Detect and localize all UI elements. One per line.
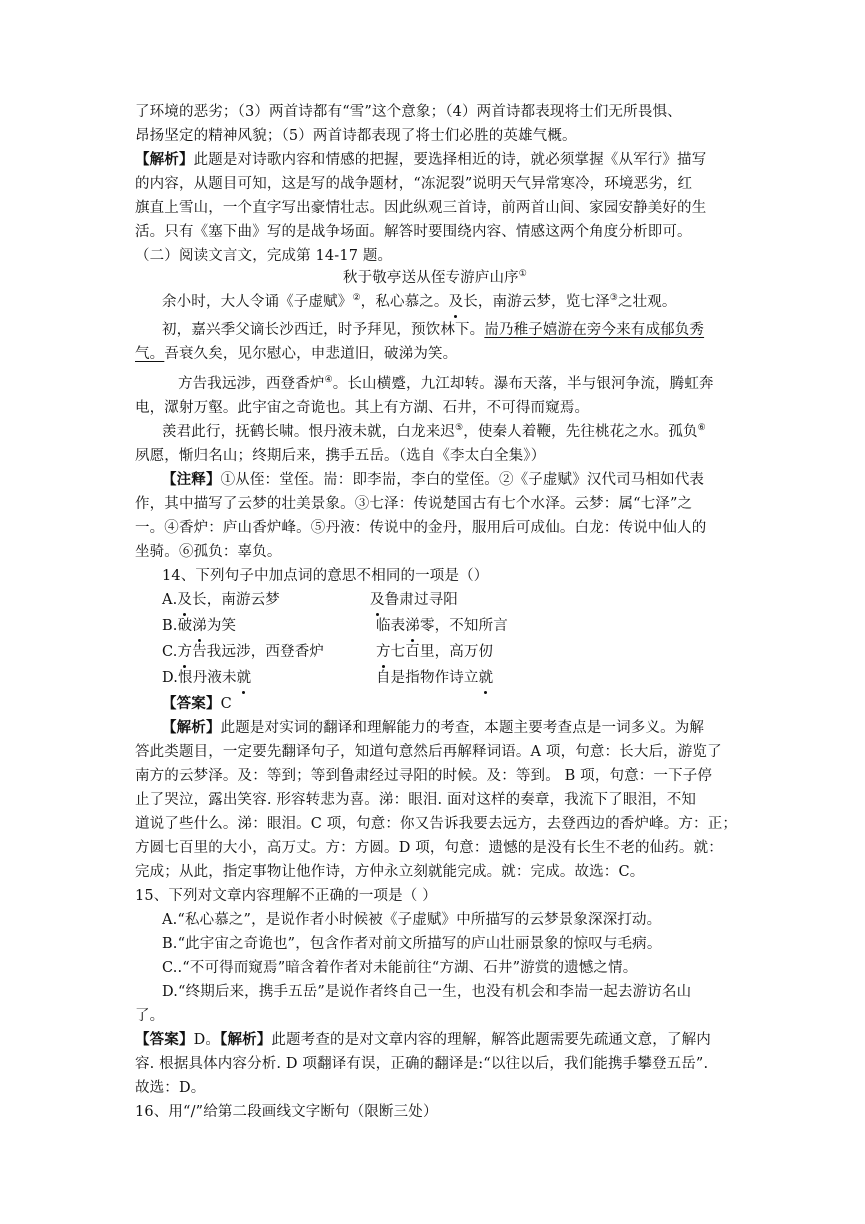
dotted-word: 就	[479, 666, 494, 690]
text-line: 了环境的恶劣；（3）两首诗都有“雪”这个意象；（4）两首诗都表现将士们无所畏惧、	[135, 104, 682, 120]
text-span: 。长山横蹙，九江却转。瀑布天落，半与银河争流，腾虹奔	[332, 376, 714, 392]
dotted-word: 及	[449, 290, 464, 314]
essay-paragraph-4	[162, 420, 762, 444]
option-a-compare	[370, 588, 670, 612]
dotted-word: 涕	[192, 614, 207, 638]
analysis-line	[135, 148, 735, 172]
answer-tag: 【答案】	[162, 695, 221, 712]
option-c-compare	[376, 640, 676, 664]
text-span: ①从侄：堂侄。耑：即李耑，李白的堂侄。②《子虚赋》汉代司马相如代表	[220, 472, 705, 488]
notes-line: 作，其中描写了云梦的壮美景象。③七泽：传说楚国古有七个水泽。云梦：属“七泽”之	[135, 496, 693, 512]
option-15b: B.“此宇宙之奇诡也”，包含作者对前文所描写的庐山壮丽景象的惊叹与毛病。	[162, 936, 662, 952]
essay-title	[135, 266, 735, 290]
text-span: 初，嘉兴季父谪长沙西迁，时予拜见，预饮林下。	[162, 322, 485, 338]
essay-paragraph-2-cont	[135, 342, 735, 366]
text-span: 方告我远涉，西登香炉	[178, 376, 325, 392]
text-line: 方圆七百里的大小，高万丈。方：方圆。D 项，句意：遗憾的是没有长生不老的仙药。就：	[135, 840, 723, 856]
dotted-word: 及	[177, 588, 192, 612]
text-span: ，使秦人着鞭，先往桃花之水。孤负	[463, 424, 698, 440]
underlined-text: 气。	[135, 346, 165, 362]
analysis-tag: 【解析】	[220, 1031, 272, 1048]
underlined-text: 耑乃稚子嬉游在旁今来有成郁负秀	[484, 322, 705, 338]
question-14: 14、下列句子中加点词的意思不相同的一项是（）	[162, 568, 489, 584]
text-span: C	[220, 696, 232, 712]
footnote-mark: ②	[352, 293, 361, 303]
footnote-mark: ④	[324, 375, 333, 385]
text-line: 昂扬坚定的精神风貌；（5）两首诗都表现了将士们必胜的英雄气概。	[135, 128, 577, 144]
footnote-mark: ①	[518, 269, 528, 279]
essay-paragraph-3	[178, 372, 778, 396]
footnote-mark: ⑤	[455, 423, 464, 433]
footnote-mark: ⑥	[697, 423, 706, 433]
text-span: 告我远涉，西登香炉	[192, 644, 325, 660]
notes-line: 坐骑。⑥孤负：辜负。	[135, 544, 282, 560]
dotted-word: 涕	[405, 614, 420, 638]
text-line: 容. 根据具体内容分析. D 项翻译有误，正确的翻译是:“以往以后，我们能携手攀登五岳”.	[135, 1056, 709, 1072]
text-line: 故选：D。	[135, 1080, 206, 1096]
text-span: B.破	[162, 618, 193, 634]
option-15a: A.“私心慕之”，是说作者小时候被《子虚赋》中所描写的云梦景象深深打动。	[162, 912, 662, 928]
text-span: 临表	[376, 618, 406, 634]
option-d-compare	[376, 666, 676, 690]
essay-paragraph-2	[162, 318, 762, 342]
text-line: 南方的云梦泽。及：等到；等到鲁肃经过寻阳的时候。及：等到。 B 项，句意：一下子停	[135, 768, 713, 784]
text-span: 长，南游云梦，览七泽	[463, 294, 610, 310]
text-span: 此题是对实词的翻译和理解能力的考查，本题主要考查点是一词多义。为解	[220, 720, 705, 736]
option-15c: C..“不可得而窥焉”暗含着作者对未能前往“方湖、石井”游赏的遗憾之情。	[162, 960, 638, 976]
dotted-word: 方	[376, 640, 391, 664]
text-span: 零，不知所言	[419, 618, 508, 634]
notes-tag: 【注释】	[162, 471, 221, 488]
text-line: 答此类题目，一定要先翻译句子，知道句意然后再解释词语。A 项，句意：长大后，游览了	[135, 744, 722, 760]
text-span: 吾衰久矣，见尔慰心，申悲道旧，破涕为笑。	[164, 346, 458, 362]
text-span: 此题是对诗歌内容和情感的把握，要选择相近的诗，就必须掌握《从军行》描写	[193, 152, 707, 168]
text-span: 此题考查的是对文章内容的理解，解答此题需要先疏通文意，了解内	[271, 1032, 711, 1048]
text-span: 为笑	[206, 618, 237, 634]
option-15d: D.“终期后来，携手五岳”是说作者终自己一生，也没有机会和李耑一起去游访名山	[162, 984, 692, 1000]
text-span: 自是指物作诗立	[376, 670, 479, 686]
text-span: 羡君此行，抚鹤长啸。恨丹液未就，白龙来迟	[162, 424, 455, 440]
dotted-word: 方	[178, 640, 193, 664]
notes-line: 一。④香炉：庐山香炉峰。⑤丹液：传说中的金丹，服用后可成仙。白龙：传说中仙人的	[135, 520, 707, 536]
text-span: ，私心慕之。	[360, 294, 449, 310]
analysis-line	[162, 716, 762, 740]
text-line: 止了哭泣，露出笑容. 形容转悲为喜。涕：眼泪. 面对这样的奏章，我流下了眼泪，不知	[135, 792, 697, 808]
analysis-tag: 【解析】	[162, 719, 221, 736]
text-span: D.恨丹液未	[162, 670, 237, 686]
option-15d-cont: 了。	[135, 1008, 165, 1024]
text-span: C.	[162, 644, 178, 660]
essay-paragraph-4-cont: 夙愿，惭归名山；终期后来，携手五岳。（选自《李太白全集》）	[135, 448, 546, 464]
answer-tag: 【答案】	[135, 1031, 194, 1048]
section-heading: （二）阅读文言文，完成第 14-17 题。	[135, 248, 393, 264]
title-text: 秋于敬亭送从侄专游庐山序	[342, 270, 519, 286]
notes-line	[162, 468, 762, 492]
question-15: 15、下列对文章内容理解不正确的一项是（ ）	[135, 888, 437, 904]
text-line: 旗直上雪山，一个直字写出豪情壮志。因此纵观三首诗，前两首山间、家园安静美好的生	[135, 200, 707, 216]
dotted-word: 及	[370, 588, 385, 612]
answer-15	[135, 1028, 735, 1052]
text-span: 长，南游云梦	[192, 592, 280, 608]
text-line: 道说了些什么。涕：眼泪。C 项，句意：你又告诉我要去远方，去登西边的香炉峰。方：正；	[135, 816, 737, 832]
answer-14	[162, 692, 762, 716]
text-line: 的内容，从题目可知，这是写的战争题材，“冻泥裂”说明天气异常寒冷，环境恶劣，红	[135, 176, 693, 192]
text-line: 完成；从此，指定事物让他作诗，方仲永立刻就能完成。就：完成。故选：C。	[135, 864, 645, 880]
text-line: 活。只有《塞下曲》写的是战争场面。解答时要围绕内容、情感这两个角度分析即可。	[135, 224, 692, 240]
analysis-tag: 【解析】	[135, 151, 194, 168]
essay-paragraph-1	[162, 290, 762, 314]
essay-paragraph-3-cont: 电，潀射万壑。此宇宙之奇诡也。其上有方湖、石井，不可得而窥焉。	[135, 400, 590, 416]
text-span: 七百里，高万仞	[390, 644, 494, 660]
option-b-compare	[376, 614, 676, 638]
text-span: D。	[193, 1032, 221, 1048]
footnote-mark: ③	[609, 293, 618, 303]
question-16: 16、用“/”给第二段画线文字断句（限断三处）	[135, 1104, 438, 1120]
text-span: 余小时，大人令诵《子虚赋》	[162, 294, 353, 310]
text-span: 鲁肃过寻阳	[384, 592, 458, 608]
dotted-word: 就	[237, 666, 252, 690]
text-span: 之壮观。	[617, 294, 677, 310]
text-span: A.	[162, 592, 178, 608]
